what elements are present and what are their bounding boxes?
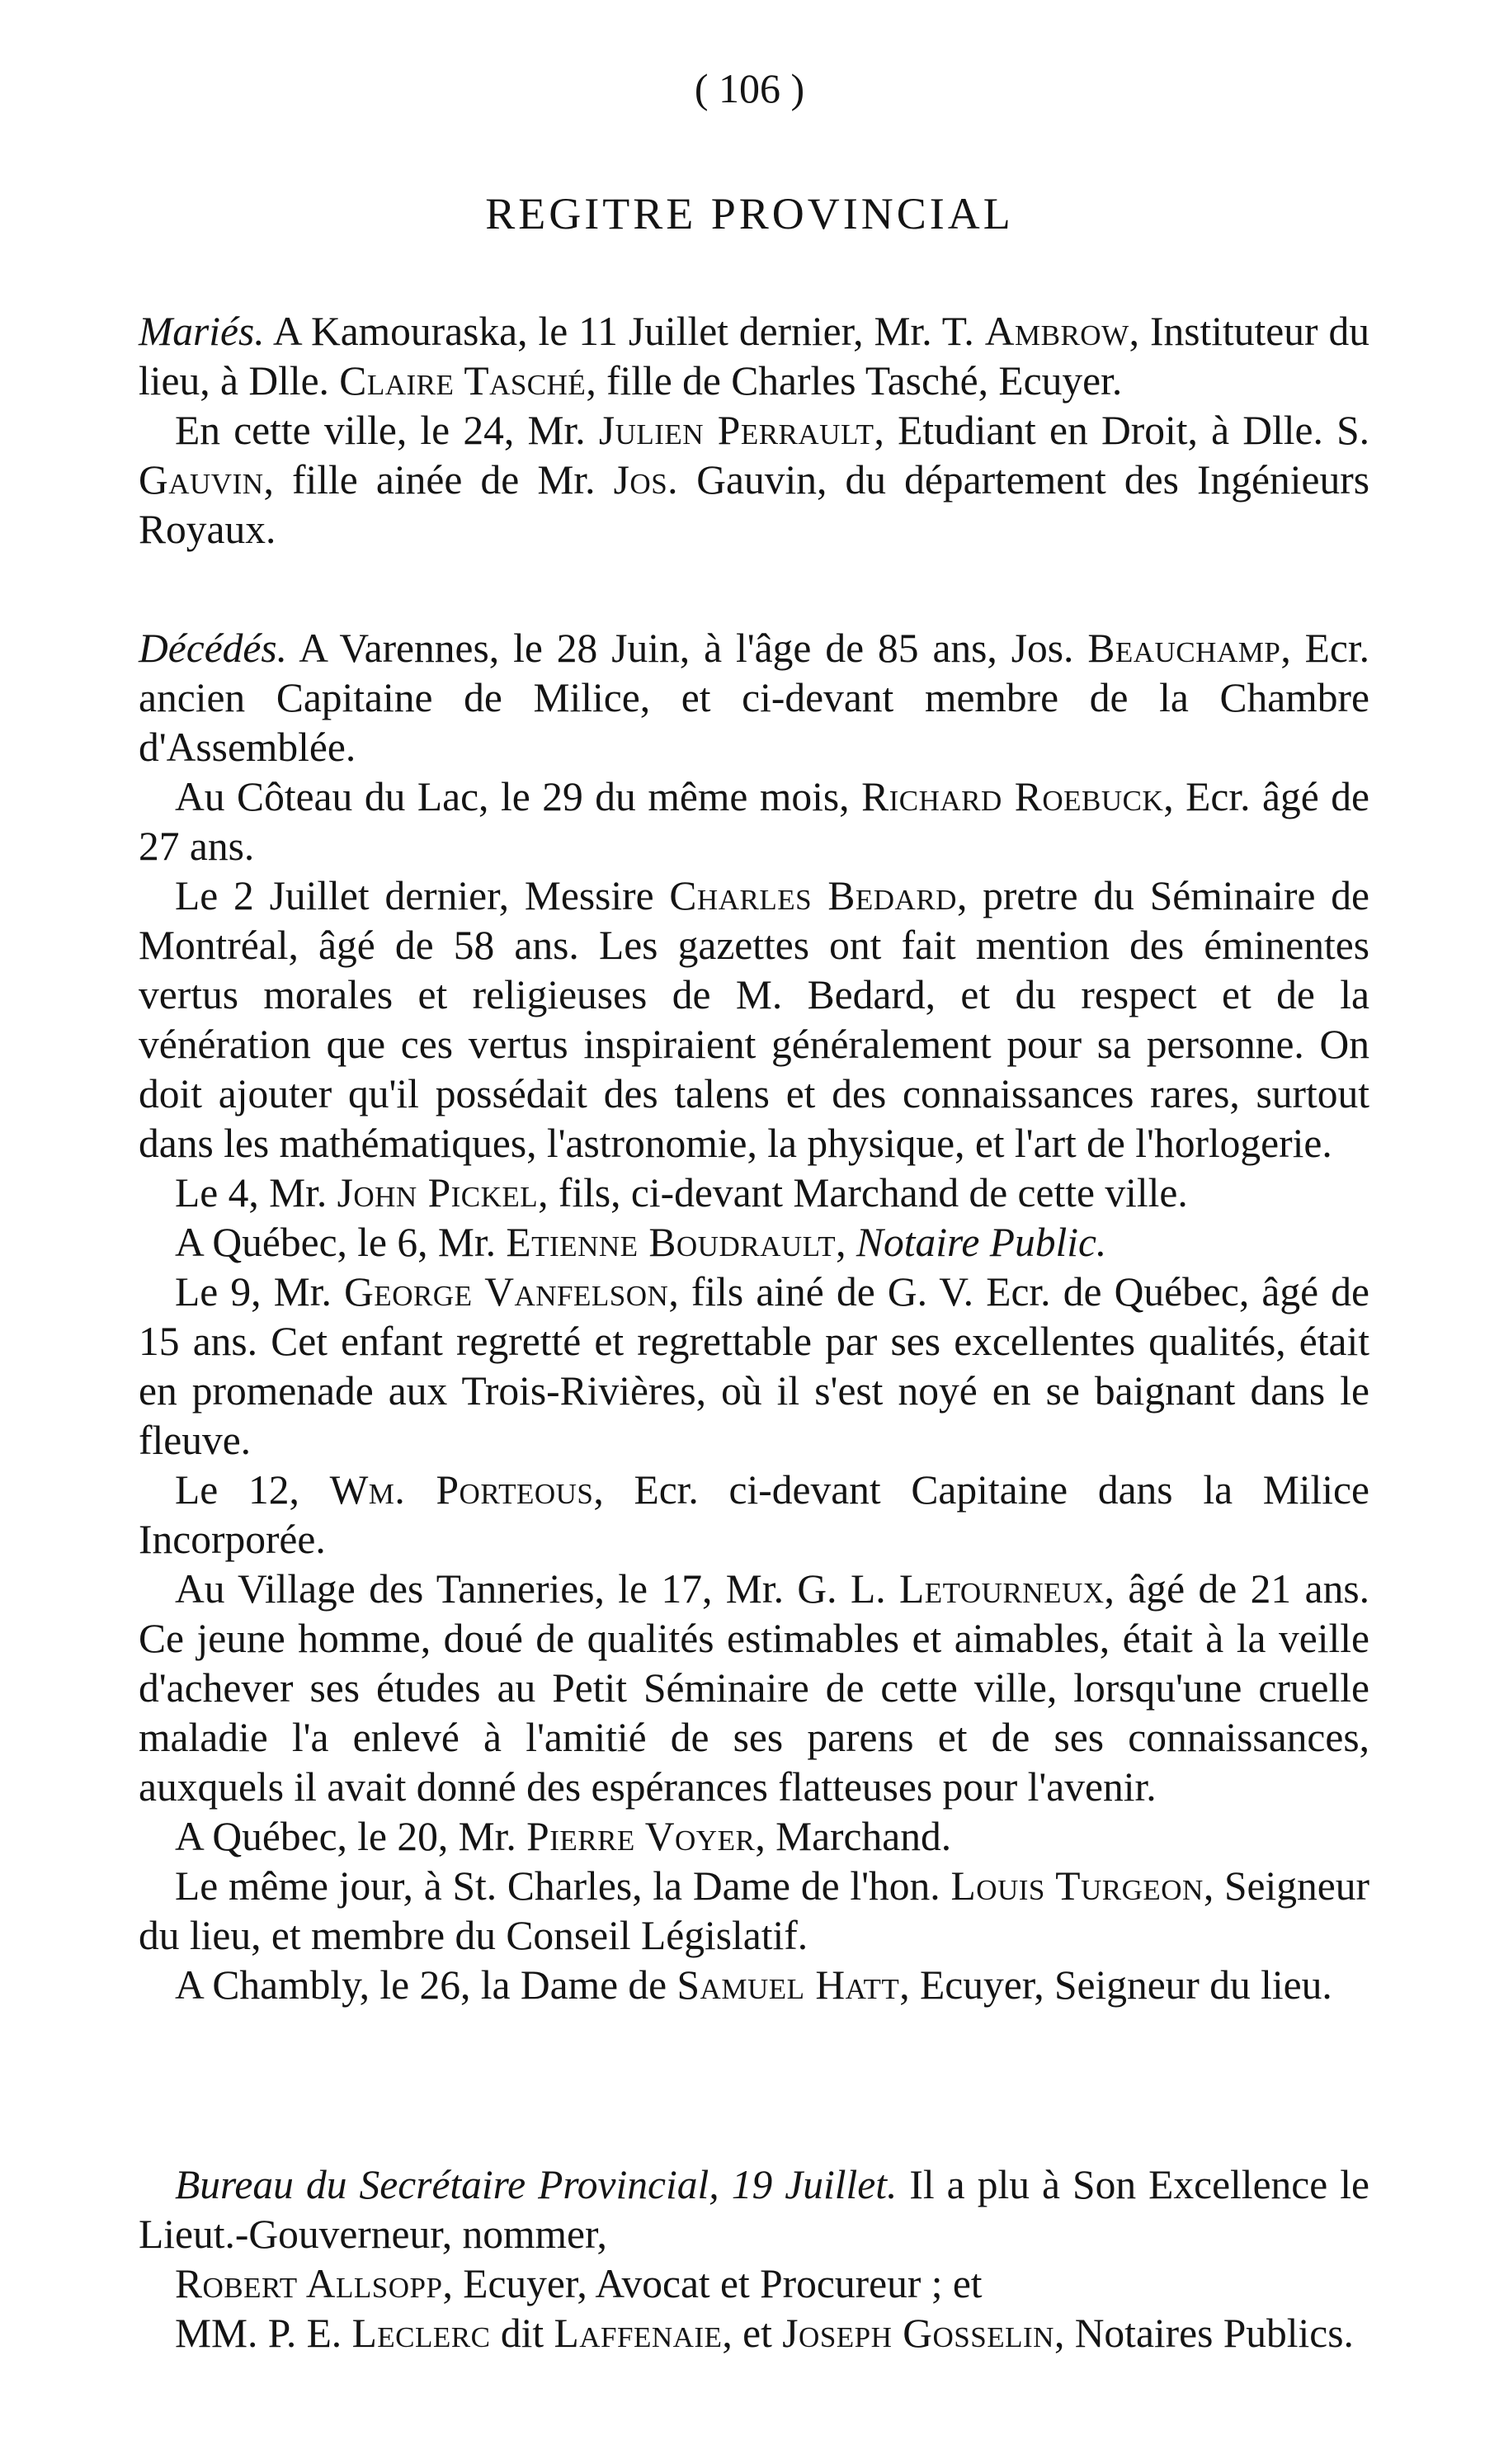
bureau-entry-2: Robert Allsopp, Ecuyer, Avocat et Procureur ; et bbox=[175, 2261, 983, 2306]
decedes-entry-9: A Québec, le 20, Mr. Pierre Voyer, Marchand. bbox=[175, 1814, 952, 1859]
decedes-entry-7: Le 12, Wm. Porteous, Ecr. ci-devant Capitaine dans la Milice Incorporée. bbox=[139, 1467, 1369, 1562]
bureau-entry-1: Bureau du Secrétaire Provincial, 19 Juillet. Il a plu à Son Excellence le Lieut.-Gouverneur, nommer, bbox=[139, 2162, 1370, 2257]
maries-entry-2: En cette ville, le 24, Mr. Julien Perrault, Etudiant en Droit, à Dlle. S. Gauvin, fille ainée de Mr. Jos. Gauvin, du département des Ingénieurs Royaux. bbox=[139, 408, 1369, 552]
page-number: ( 106 ) bbox=[694, 65, 805, 111]
decedes-entry-1: Décédés. A Varennes, le 28 Juin, à l'âge de 85 ans, Jos. Beauchamp, Ecr. ancien Capitaine de Milice, et ci-devant membre de la Chambre d'Assemblée. bbox=[139, 625, 1369, 770]
maries-entry-1: Mariés. A Kamouraska, le 11 Juillet dernier, Mr. T. Ambrow, Instituteur du lieu, à Dlle. Claire Tasché, fille de Charles Tasché, Ecuyer. bbox=[139, 309, 1370, 404]
decedes-entry-5: A Québec, le 6, Mr. Etienne Boudrault, Notaire Public. bbox=[175, 1220, 1107, 1265]
decedes-entry-6: Le 9, Mr. George Vanfelson, fils ainé de G. V. Ecr. de Québec, âgé de 15 ans. Cet enfant regretté et regrettable par ses excellentes qualités, était en promenade aux Trois-Rivières, où il s'est noyé en se baignant dans le fleuve. bbox=[139, 1269, 1369, 1463]
decedes-entry-2: Au Côteau du Lac, le 29 du même mois, Richard Roebuck, Ecr. âgé de 27 ans. bbox=[139, 774, 1369, 869]
decedes-entry-10: Le même jour, à St. Charles, la Dame de l'hon. Louis Turgeon, Seigneur du lieu, et membre du Conseil Législatif. bbox=[139, 1863, 1369, 1958]
decedes-entry-11: A Chambly, le 26, la Dame de Samuel Hatt, Ecuyer, Seigneur du lieu. bbox=[175, 1962, 1332, 2008]
decedes-entry-3: Le 2 Juillet dernier, Messire Charles Bedard, pretre du Séminaire de Montréal, âgé de 58 ans. Les gazettes ont fait mention des éminentes vertus morales et religieuses de M. Bedard, et du respect et de la vénération que ces vertus inspiraient généralement pour sa personne. On doit ajouter qu'il possédait des talens et des connaissances rares, surtout dans les mathématiques, l'astronomie, la physique, et l'art de l'horlogerie. bbox=[139, 873, 1369, 1166]
bureau-date: 19 Juillet. bbox=[731, 2162, 898, 2207]
bureau-label: Bureau du Secrétaire Provincial, bbox=[175, 2162, 719, 2207]
maries-label: Mariés. bbox=[139, 309, 265, 354]
maries-section bbox=[139, 307, 1369, 555]
page-heading: REGITRE PROVINCIAL bbox=[485, 189, 1014, 238]
bureau-entry-3: MM. P. E. Leclerc dit Laffenaie, et Joseph Gosselin, Notaires Publics. bbox=[175, 2311, 1354, 2356]
bureau-section bbox=[139, 2160, 1369, 2358]
decedes-section bbox=[139, 624, 1369, 2010]
decedes-entry-4: Le 4, Mr. John Pickel, fils, ci-devant Marchand de cette ville. bbox=[175, 1170, 1188, 1215]
decedes-label: Décédés. bbox=[139, 625, 288, 671]
decedes-entry-8: Au Village des Tanneries, le 17, Mr. G. L. Letourneux, âgé de 21 ans. Ce jeune homme, doué de qualités estimables et aimables, était à la veille d'achever ses études au Petit Séminaire de cette ville, lorsqu'une cruelle maladie l'a enlevé à l'amitié de ses parens et de ses connaissances, auxquels il avait donné des espérances flatteuses pour l'avenir. bbox=[139, 1566, 1369, 1810]
